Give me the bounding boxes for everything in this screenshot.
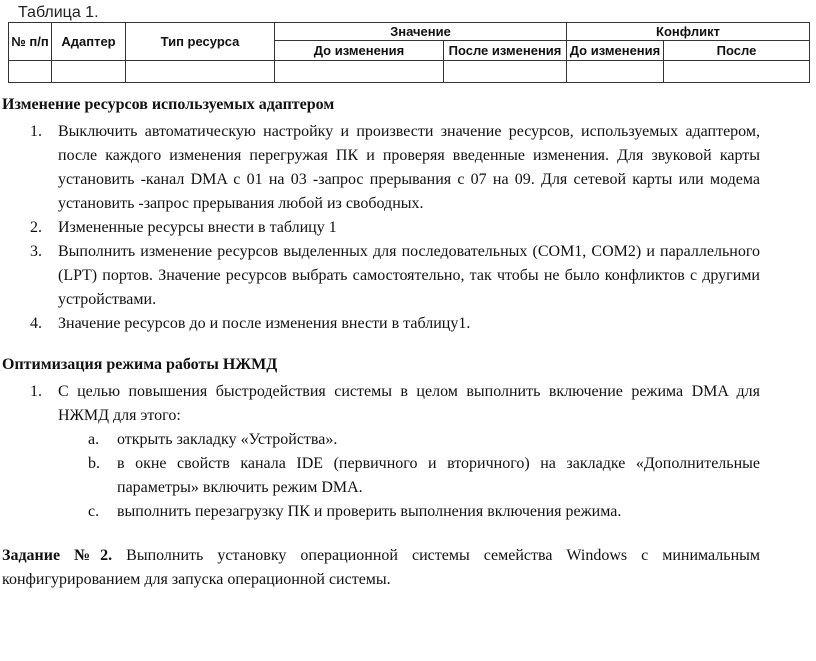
sub-item-letter: b. [88,455,100,472]
header-after: После изменения [444,41,567,61]
list-item-number: 3. [30,243,42,260]
resources-table [8,22,810,83]
list-item-number: 2. [30,219,42,236]
header-conflict-after: После [664,41,810,61]
list-item: Измененные ресурсы внести в таблицу 1 [58,219,337,236]
header-adapter: Адаптер [52,23,126,61]
list-item: Значение ресурсов до и после изменения внести в таблицу1. [58,315,471,332]
header-conflict-before: До изменения [567,41,664,61]
table-cell [664,61,810,83]
sub-item-letter: a. [88,431,100,448]
list-item-number: 4. [30,315,42,332]
table-cell [126,61,275,83]
table-cell [444,61,567,83]
header-num: № п/п [9,23,52,61]
list-item-number: 1. [30,123,42,140]
list-item: Выключить автоматическую настройку и произвести значение ресурсов, используемых адаптером, после каждого изменения перегружая ПК и проверяя введенные изменения. Для звуковой карты установить -канал DMA с 01 на 03 -запрос прерывания с 07 на 09. Для сетевой карты или модема установить -запрос прерывания любой из свободных. [58,123,760,212]
list-item: Выполнить изменение ресурсов выделенных для последовательных (COM1, COM2) и параллельного (LPT) портов. Значение ресурсов выбрать самостоятельно, так чтобы не было конфликтов с другими устройствами. [58,243,760,308]
table-caption: Таблица 1. [18,4,99,21]
list-item-number: 1. [30,383,42,400]
sub-item: в окне свойств канала IDE (первичного и вторичного) на закладке «Дополнительные параметры» включить режим DMA. [117,455,760,496]
sub-item: открыть закладку «Устройства». [117,431,338,448]
task2-text: Выполнить установку операционной системы семейства Windows с минимальным конфигурированием для запуска операционной системы. [2,547,760,588]
table-cell [9,61,52,83]
header-resource-type: Тип ресурса [126,23,275,61]
task2-paragraph [2,544,760,592]
sub-item: выполнить перезагрузку ПК и проверить выполнения включения режима. [117,503,622,520]
table-cell [52,61,126,83]
table-row [9,61,810,83]
task2-label: Задание №2. [2,547,113,564]
header-before: До изменения [275,41,444,61]
table-cell [275,61,444,83]
section1-title: Изменение ресурсов используемых адаптером [2,96,335,113]
header-conflict: Конфликт [567,23,810,41]
sub-item-letter: c. [88,503,100,520]
section2-title: Оптимизация режима работы НЖМД [2,356,278,373]
list-item: С целью повышения быстродействия системы в целом выполнить включение режима DMA для НЖМД для этого: [58,383,760,424]
header-value: Значение [275,23,567,41]
table-cell [567,61,664,83]
